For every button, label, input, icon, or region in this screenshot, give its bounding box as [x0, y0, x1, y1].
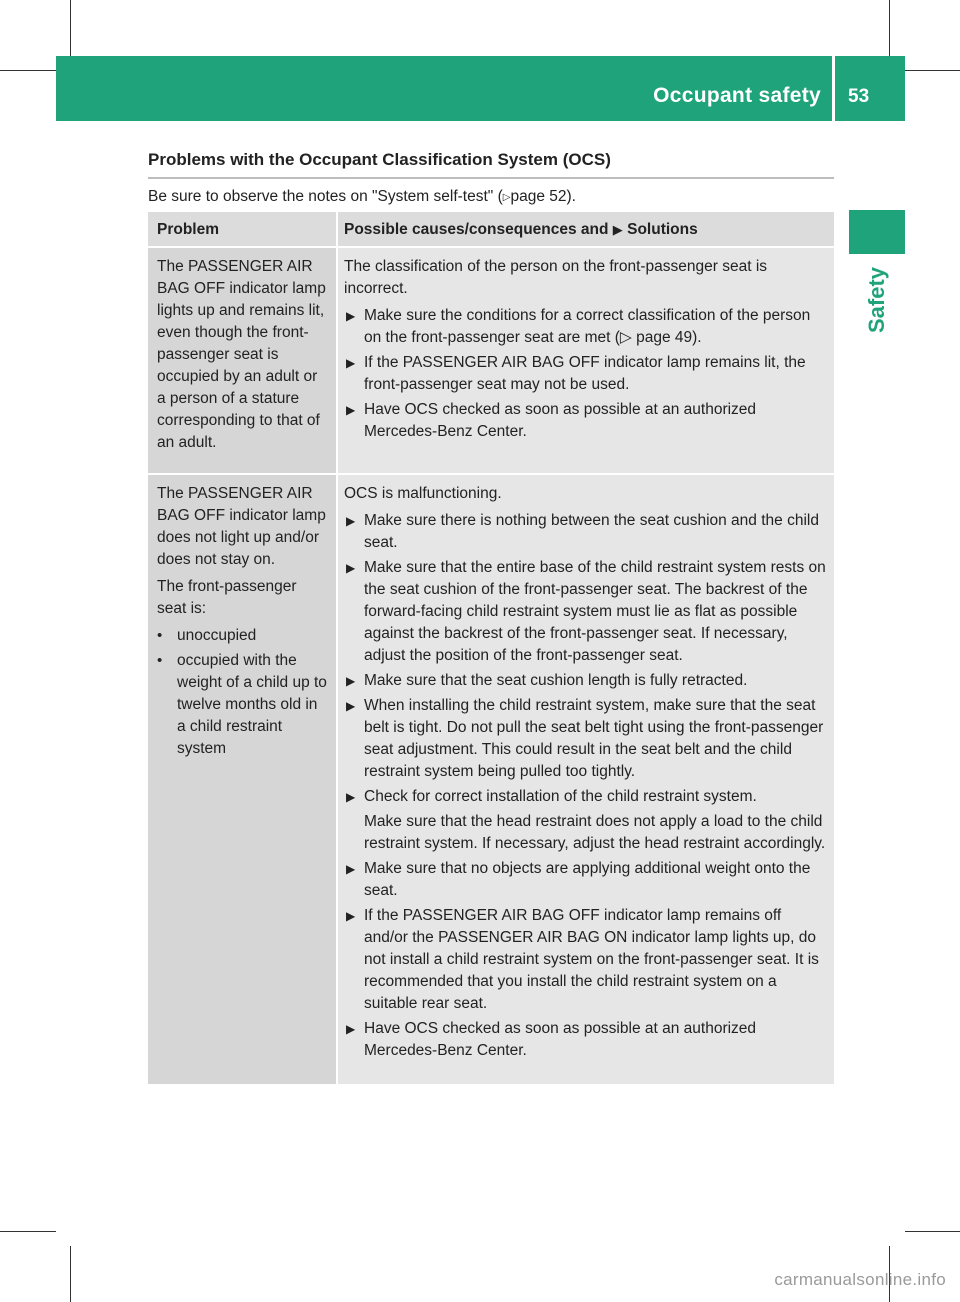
step-note: Make sure that the head restraint does not apply a load to the child restraint system. If necessary, adjust the head restraint accordingly. — [364, 813, 826, 852]
table-row — [148, 475, 834, 1084]
crop-mark — [70, 0, 71, 56]
crop-mark — [905, 1231, 960, 1232]
table-row — [148, 248, 834, 473]
section-divider — [148, 177, 834, 179]
action-step: ▶ Have OCS checked as soon as possible at an authorized Mercedes-Benz Center. — [346, 1020, 757, 1059]
chapter-title: Occupant safety — [653, 84, 821, 107]
crop-mark — [889, 0, 890, 56]
crop-mark — [70, 1246, 71, 1302]
arrow-icon: ▶ — [346, 699, 356, 713]
problem-cell: The PASSENGER AIR BAG OFF indicator lamp lights up and remains lit, even though the front-passenger seat is occupied by an adult or a person of a stature corresponding to that of an adult. — [148, 248, 336, 473]
problem-cell: The PASSENGER AIR BAG OFF indicator lamp does not light up and/or does not stay on. The front-passenger seat is: • unoccupied • occupied with the weight of a child up to twelve months old in a child restraint system — [148, 475, 336, 1084]
header-divider — [832, 56, 835, 121]
problems-table — [148, 212, 834, 1084]
arrow-icon: ▶ — [346, 1022, 356, 1036]
action-step: ▶ Make sure the conditions for a correct classification of the person on the front-passenger seat are met (▷ page 49). — [346, 307, 811, 346]
arrow-icon: ▶ — [346, 309, 356, 323]
section-title: Problems with the Occupant Classification System (OCS) — [148, 150, 611, 169]
bullet-icon: • — [157, 627, 163, 644]
solution-cell — [338, 248, 834, 473]
action-step: ▶ Make sure that no objects are applying additional weight onto the seat. — [346, 860, 811, 899]
page-ref-icon: ▷ — [502, 192, 511, 203]
table-header-row — [148, 212, 834, 246]
watermark: carmanualsonline.info — [774, 1270, 946, 1289]
arrow-icon: ▶ — [346, 909, 356, 923]
column-header-problem: Problem — [148, 212, 336, 246]
action-step: ▶ Make sure there is nothing between the seat cushion and the child seat. — [346, 512, 819, 551]
cause-text: The classification of the person on the front-passenger seat is incorrect. — [344, 258, 768, 297]
list-item: • unoccupied — [157, 625, 329, 647]
page-header — [56, 56, 905, 121]
page-number: 53 — [848, 86, 870, 107]
action-step: ▶ Have OCS checked as soon as possible at an authorized Mercedes-Benz Center. — [346, 401, 757, 440]
action-step: ▶ If the PASSENGER AIR BAG OFF indicator lamp remains off and/or the PASSENGER AIR BAG ON indicator lamp lights up, do not install a child restraint system on the front-passenger seat. It is recommended that you install the child restraint system on a suitable rear seat. — [346, 907, 819, 1012]
arrow-icon: ▶ — [346, 862, 356, 876]
arrow-icon: ▶ — [346, 674, 356, 688]
arrow-icon: ▶ — [346, 790, 356, 804]
intro-text: Be sure to observe the notes on "System self-test" (▷page 52). — [148, 188, 576, 205]
action-step: ▶ Make sure that the seat cushion length is fully retracted. — [344, 670, 828, 692]
solution-cell — [338, 475, 834, 1084]
column-header-solutions: Possible causes/consequences and ▶ Solutions — [338, 212, 834, 246]
crop-mark — [0, 1231, 56, 1232]
arrow-icon: ▶ — [612, 222, 623, 237]
cause-text: OCS is malfunctioning. — [344, 485, 502, 502]
action-step: ▶ Check for correct installation of the child restraint system. — [344, 786, 828, 808]
action-step: ▶ Make sure that the entire base of the child restraint system rests on the seat cushion of the front-passenger seat. The backrest of the forward-facing child restraint system must lie as flat as possible against the backrest of the front-passenger seat. If necessary, adjust the position of the front-passenger seat. — [346, 559, 826, 664]
crop-mark — [0, 70, 56, 71]
side-tab-label: Safety — [864, 266, 889, 334]
action-step: ▶ If the PASSENGER AIR BAG OFF indicator lamp remains lit, the front-passenger seat may not be used. — [346, 354, 806, 393]
side-tab-marker — [849, 210, 905, 254]
bullet-icon: • — [157, 652, 163, 669]
arrow-icon: ▶ — [346, 356, 356, 370]
arrow-icon: ▶ — [346, 403, 356, 417]
arrow-icon: ▶ — [346, 561, 356, 575]
action-step: ▶ When installing the child restraint system, make sure that the seat belt is tight. Do not pull the seat belt tight using the front-passenger seat adjustment. This could result in the seat belt and the child restraint system being pulled too tightly. — [346, 697, 824, 780]
crop-mark — [905, 70, 960, 71]
arrow-icon: ▶ — [346, 514, 356, 528]
list-item: • occupied with the weight of a child up to twelve months old in a child restraint system — [157, 652, 327, 757]
